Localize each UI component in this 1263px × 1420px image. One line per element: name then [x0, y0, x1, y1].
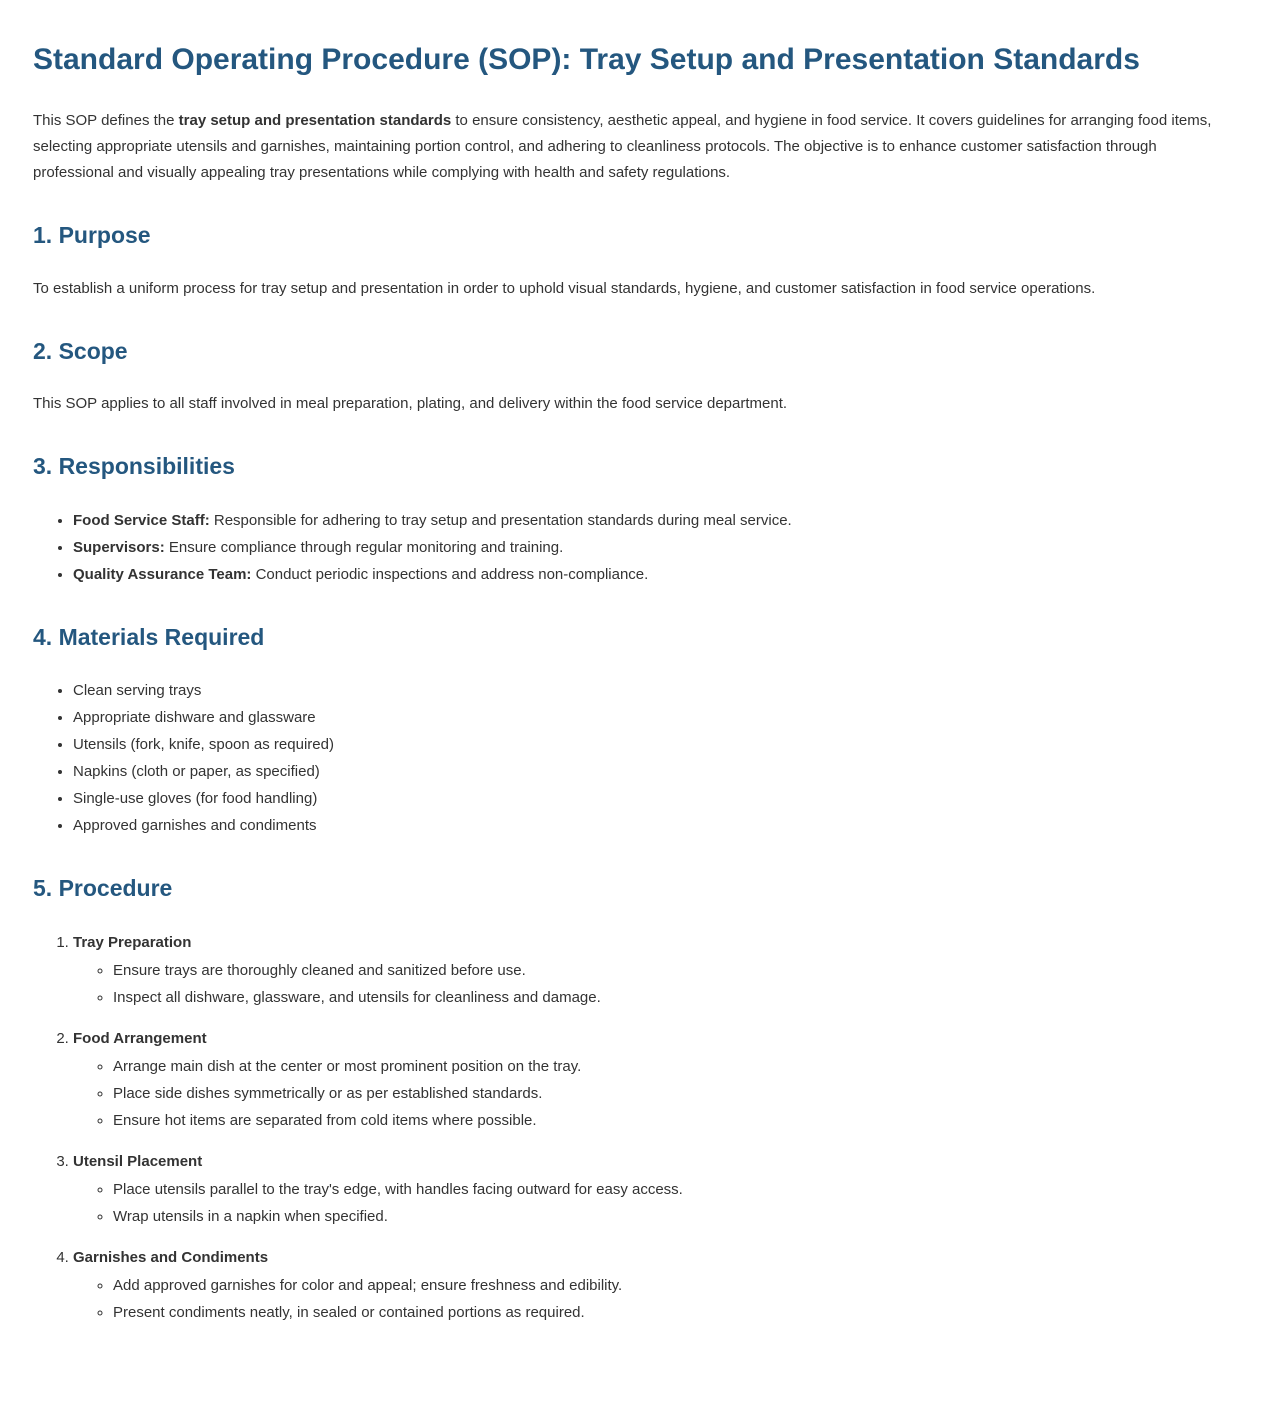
substep-item: ◦ Ensure trays are thoroughly cleaned and sanitized before use.	[113, 957, 1215, 984]
material-item: • Utensils (fork, knife, spoon as required)	[73, 731, 1215, 758]
procedure-step	[73, 1025, 1215, 1134]
substep-item: ◦ Present condiments neatly, in sealed or contained portions as required.	[113, 1299, 1215, 1326]
procedure-step	[73, 1148, 1215, 1230]
responsibility-item-text: Conduct periodic inspections and address non-compliance.	[251, 565, 649, 583]
substep-list	[73, 957, 1215, 1011]
section-heading-procedure: 5. Procedure	[33, 875, 173, 902]
substep-item: ◦ Place utensils parallel to the tray's edge, with handles facing outward for easy access.	[113, 1176, 1215, 1203]
materials-list	[33, 677, 1215, 839]
intro-paragraph	[33, 108, 1215, 186]
responsibility-item	[73, 507, 1215, 534]
material-item: • Approved garnishes and condiments	[73, 812, 1215, 839]
substep-item: ◦ Place side dishes symmetrically or as per established standards.	[113, 1080, 1215, 1107]
responsibility-item	[73, 561, 1215, 588]
procedure-step	[73, 929, 1215, 1011]
responsibility-role-label: Quality Assurance Team:	[73, 565, 252, 583]
section-heading-purpose: 1. Purpose	[33, 222, 151, 248]
substep-list	[73, 1176, 1215, 1230]
responsibility-item-text: Ensure compliance through regular monitoring and training.	[164, 538, 564, 556]
substep-item: ◦ Wrap utensils in a napkin when specified.	[113, 1203, 1215, 1230]
section-heading-responsibilities: 3. Responsibilities	[33, 453, 235, 480]
material-item: • Napkins (cloth or paper, as specified)	[73, 758, 1215, 785]
section-heading-scope: 2. Scope	[33, 337, 128, 364]
intro-text-after-bold: to ensure consistency, aesthetic appeal, and hygiene in food service. It covers guidelines for arranging food items, selecting appropriate utensils and garnishes, maintaining portion control, and adhering to cleanliness protocols. The objective is to enhance customer satisfaction through professional and visually appealing tray presentations while complying with health and safety regulations.	[33, 112, 1212, 181]
responsibilities-list	[33, 507, 1215, 588]
procedure-list	[33, 929, 1215, 1326]
substep-item: ◦ Inspect all dishware, glassware, and utensils for cleanliness and damage.	[113, 984, 1215, 1011]
responsibility-item-text: Responsible for adhering to tray setup and presentation standards during meal service.	[209, 511, 792, 529]
responsibility-item	[73, 534, 1215, 561]
substep-item: ◦ Add approved garnishes for color and appeal; ensure freshness and edibility.	[113, 1272, 1215, 1299]
responsibility-role-label: Supervisors:	[73, 538, 165, 556]
scope-paragraph: This SOP applies to all staff involved in meal preparation, plating, and delivery within the food service department.	[33, 395, 788, 413]
responsibility-role-label: Food Service Staff:	[73, 511, 210, 529]
material-item: • Clean serving trays	[73, 677, 1215, 704]
intro-bold-phrase: tray setup and presentation standards	[178, 112, 452, 129]
intro-text-before-bold: This SOP defines the	[33, 112, 179, 129]
substep-list	[73, 1053, 1215, 1134]
procedure-step-title: Tray Preparation	[73, 933, 192, 951]
page-title: Standard Operating Procedure (SOP): Tray Setup and Presentation Standards	[33, 43, 1140, 76]
procedure-step-title: Food Arrangement	[73, 1029, 207, 1047]
substep-item: ◦ Ensure hot items are separated from cold items where possible.	[113, 1107, 1215, 1134]
substep-item: ◦ Arrange main dish at the center or most prominent position on the tray.	[113, 1053, 1215, 1080]
substep-list	[73, 1272, 1215, 1326]
section-heading-materials: 4. Materials Required	[33, 623, 265, 650]
material-item: • Appropriate dishware and glassware	[73, 704, 1215, 731]
procedure-step-title: Utensil Placement	[73, 1152, 203, 1170]
procedure-step-title: Garnishes and Condiments	[73, 1248, 269, 1266]
purpose-paragraph: To establish a uniform process for tray setup and presentation in order to uphold visual standards, hygiene, and customer satisfaction in food service operations.	[33, 279, 1096, 297]
material-item: • Single-use gloves (for food handling)	[73, 785, 1215, 812]
procedure-step	[73, 1244, 1215, 1326]
